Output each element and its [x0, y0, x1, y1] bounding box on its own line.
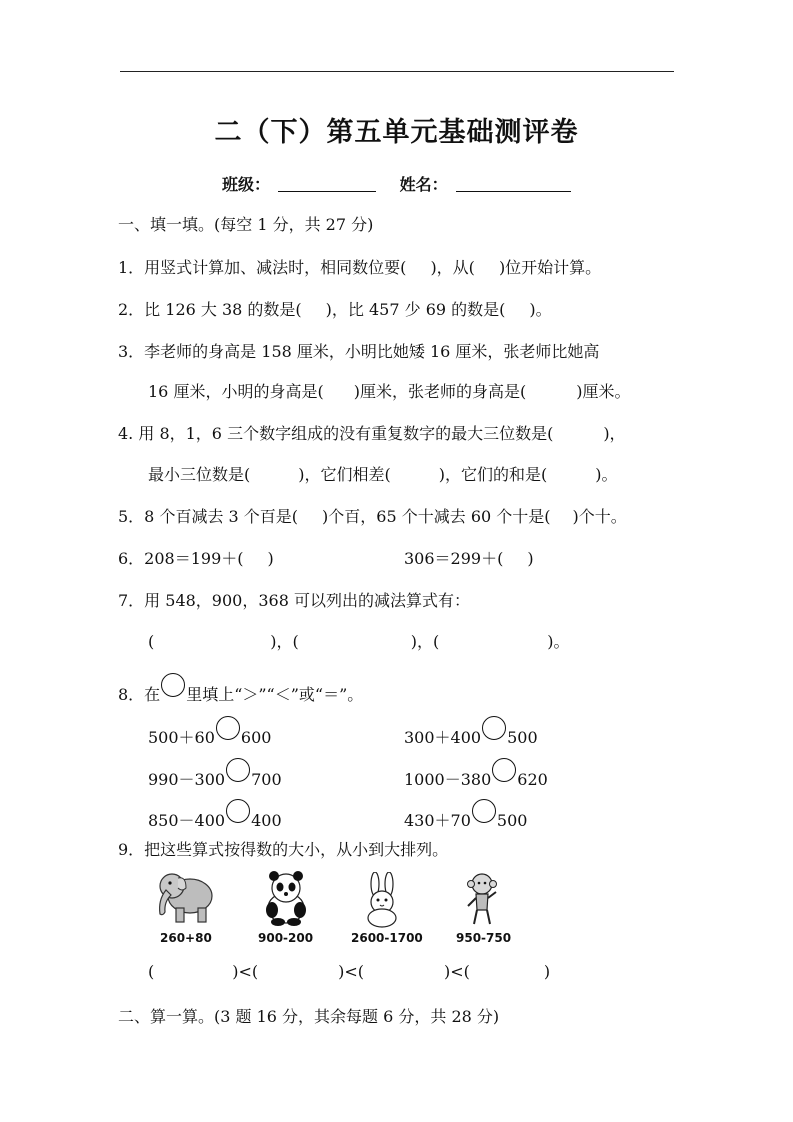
elephant-icon	[152, 864, 216, 926]
question-7-line2: ( )，( )，( )。	[148, 632, 570, 651]
question-5: 5．8 个百减去 3 个百是( )个百，65 个十减去 60 个十是( )个十。	[118, 507, 627, 526]
compare-circle[interactable]	[226, 799, 250, 823]
question-2: 2．比 126 大 38 的数是( )，比 457 少 69 的数是( )。	[118, 300, 552, 319]
compare-circle[interactable]	[472, 799, 496, 823]
question-8: 8．在 里填上“＞”“＜”或“＝”。	[118, 673, 363, 705]
compare-item: 1000－380 620	[404, 758, 548, 790]
question-9: 9．把这些算式按得数的大小，从小到大排列。	[118, 840, 449, 859]
page-title: 二（下）第五单元基础测评卷	[214, 117, 579, 148]
compare-circle[interactable]	[492, 758, 516, 782]
section1-heading: 一、填一填。(每空 1 分，共 27 分)	[118, 215, 374, 234]
compare-item: 300＋400 500	[404, 716, 538, 748]
question-4-line1: 4. 用 8，1，6 三个数字组成的没有重复数字的最大三位数是( )，	[118, 424, 626, 443]
question-3-line2: 16 厘米，小明的身高是( )厘米，张老师的身高是( )厘米。	[148, 382, 631, 401]
compare-item: 850－400 400	[148, 799, 282, 831]
monkey-icon	[462, 872, 502, 928]
question-7-line1: 7．用 548，900，368 可以列出的减法算式有：	[118, 591, 470, 610]
section2-heading: 二、算一算。(3 题 16 分，其余每题 6 分，共 28 分)	[118, 1007, 500, 1026]
name-label: 姓名：	[399, 175, 448, 194]
student-info	[222, 172, 571, 195]
top-rule	[120, 71, 674, 72]
name-field[interactable]	[456, 175, 571, 192]
compare-item: 430＋70 500	[404, 799, 527, 831]
animal-label: 260+80	[160, 931, 212, 945]
compare-item: 990－300 700	[148, 758, 282, 790]
question-4-line2: 最小三位数是( )，它们相差( )，它们的和是( )。	[148, 465, 618, 484]
animal-label: 950-750	[456, 931, 512, 945]
question-6-left: 6．208＝199＋( )	[118, 549, 274, 568]
rabbit-icon	[360, 872, 404, 928]
panda-icon	[258, 868, 314, 926]
circle-icon	[161, 673, 185, 697]
class-field[interactable]	[278, 175, 376, 192]
compare-item: 500＋60 600	[148, 716, 271, 748]
class-label: 班级：	[222, 175, 271, 194]
animal-label: 2600-1700	[351, 931, 423, 945]
question-1: 1．用竖式计算加、减法时，相同数位要( )，从( )位开始计算。	[118, 258, 602, 277]
order-sequence: ( )<( )<( )<( )	[148, 962, 551, 981]
question-6-right: 306＝299＋( )	[404, 549, 534, 568]
compare-circle[interactable]	[226, 758, 250, 782]
question-3-line1: 3．李老师的身高是 158 厘米，小明比她矮 16 厘米，张老师比她高	[118, 342, 600, 361]
compare-circle[interactable]	[482, 716, 506, 740]
animal-label: 900-200	[258, 931, 314, 945]
compare-circle[interactable]	[216, 716, 240, 740]
